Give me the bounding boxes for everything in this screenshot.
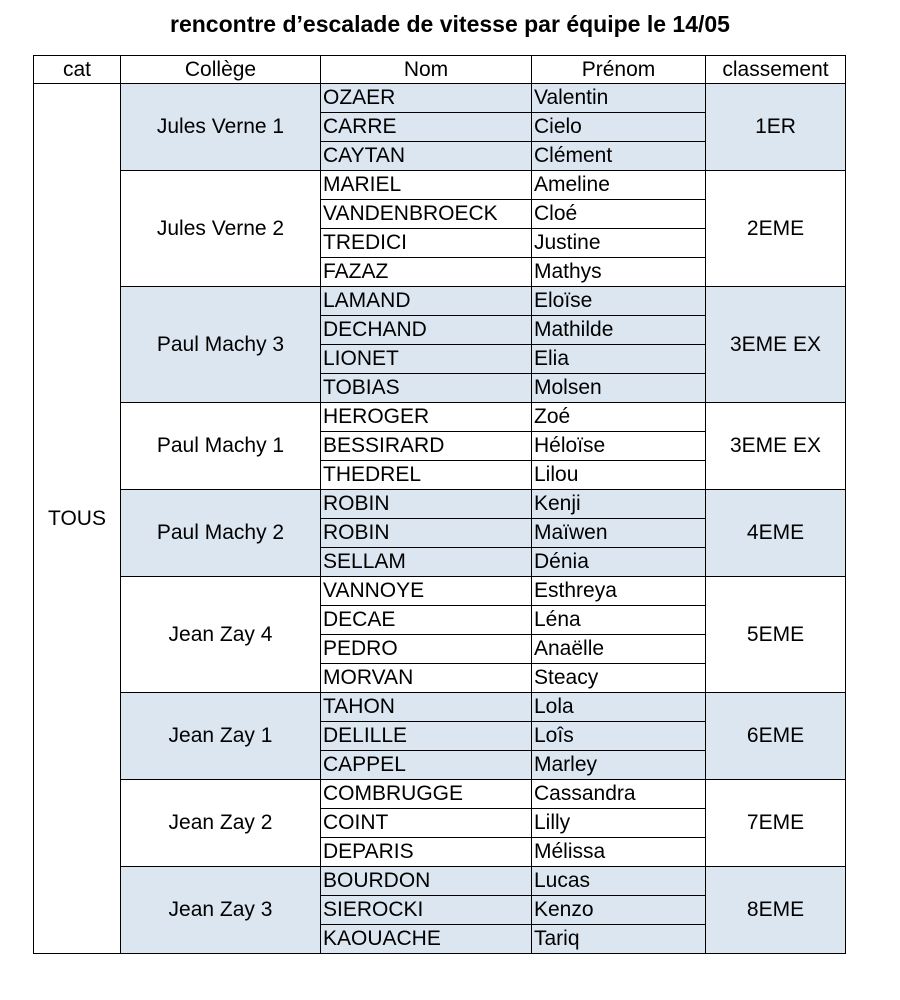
prenom-cell: Mathys <box>532 258 706 287</box>
header-classement: classement <box>706 56 846 84</box>
nom-cell: COMBRUGGE <box>321 780 532 809</box>
table-row <box>34 490 846 519</box>
prenom-cell: Zoé <box>532 403 706 432</box>
nom-cell: BOURDON <box>321 867 532 896</box>
results-body <box>34 84 846 954</box>
nom-cell: BESSIRARD <box>321 432 532 461</box>
table-row <box>34 867 846 896</box>
college-cell: Paul Machy 3 <box>121 287 321 403</box>
nom-cell: TREDICI <box>321 229 532 258</box>
college-cell: Paul Machy 1 <box>121 403 321 490</box>
nom-cell: THEDREL <box>321 461 532 490</box>
college-cell: Paul Machy 2 <box>121 490 321 577</box>
nom-cell: CAYTAN <box>321 142 532 171</box>
classement-cell: 2EME <box>706 171 846 287</box>
header-nom: Nom <box>321 56 532 84</box>
prenom-cell: Cloé <box>532 200 706 229</box>
nom-cell: DELILLE <box>321 722 532 751</box>
prenom-cell: Kenji <box>532 490 706 519</box>
prenom-cell: Lucas <box>532 867 706 896</box>
prenom-cell: Dénia <box>532 548 706 577</box>
prenom-cell: Ameline <box>532 171 706 200</box>
table-row <box>34 577 846 606</box>
nom-cell: CAPPEL <box>321 751 532 780</box>
nom-cell: DECAE <box>321 606 532 635</box>
nom-cell: PEDRO <box>321 635 532 664</box>
prenom-cell: Elia <box>532 345 706 374</box>
header-prenom: Prénom <box>532 56 706 84</box>
prenom-cell: Cielo <box>532 113 706 142</box>
classement-cell: 5EME <box>706 577 846 693</box>
prenom-cell: Lilly <box>532 809 706 838</box>
prenom-cell: Maïwen <box>532 519 706 548</box>
classement-cell: 4EME <box>706 490 846 577</box>
prenom-cell: Héloïse <box>532 432 706 461</box>
prenom-cell: Léna <box>532 606 706 635</box>
table-row <box>34 693 846 722</box>
header-cat: cat <box>34 56 121 84</box>
college-cell: Jules Verne 1 <box>121 84 321 171</box>
nom-cell: OZAER <box>321 84 532 113</box>
prenom-cell: Mélissa <box>532 838 706 867</box>
prenom-cell: Valentin <box>532 84 706 113</box>
college-cell: Jean Zay 3 <box>121 867 321 954</box>
nom-cell: TAHON <box>321 693 532 722</box>
classement-cell: 8EME <box>706 867 846 954</box>
nom-cell: HEROGER <box>321 403 532 432</box>
nom-cell: MARIEL <box>321 171 532 200</box>
college-cell: Jules Verne 2 <box>121 171 321 287</box>
prenom-cell: Clément <box>532 142 706 171</box>
nom-cell: VANDENBROECK <box>321 200 532 229</box>
prenom-cell: Justine <box>532 229 706 258</box>
prenom-cell: Kenzo <box>532 896 706 925</box>
nom-cell: DECHAND <box>321 316 532 345</box>
category-cell: TOUS <box>34 84 121 954</box>
classement-cell: 7EME <box>706 780 846 867</box>
table-row <box>34 403 846 432</box>
prenom-cell: Esthreya <box>532 577 706 606</box>
table-row <box>34 287 846 316</box>
college-cell: Jean Zay 1 <box>121 693 321 780</box>
college-cell: Jean Zay 4 <box>121 577 321 693</box>
prenom-cell: Lilou <box>532 461 706 490</box>
classement-cell: 1ER <box>706 84 846 171</box>
classement-cell: 3EME EX <box>706 287 846 403</box>
nom-cell: MORVAN <box>321 664 532 693</box>
nom-cell: SELLAM <box>321 548 532 577</box>
classement-cell: 3EME EX <box>706 403 846 490</box>
college-cell: Jean Zay 2 <box>121 780 321 867</box>
nom-cell: DEPARIS <box>321 838 532 867</box>
prenom-cell: Steacy <box>532 664 706 693</box>
classement-cell: 6EME <box>706 693 846 780</box>
nom-cell: KAOUACHE <box>321 925 532 954</box>
table-row <box>34 780 846 809</box>
table-row <box>34 171 846 200</box>
nom-cell: VANNOYE <box>321 577 532 606</box>
results-table <box>33 55 846 954</box>
prenom-cell: Marley <box>532 751 706 780</box>
prenom-cell: Mathilde <box>532 316 706 345</box>
prenom-cell: Loîs <box>532 722 706 751</box>
prenom-cell: Lola <box>532 693 706 722</box>
nom-cell: COINT <box>321 809 532 838</box>
prenom-cell: Eloïse <box>532 287 706 316</box>
prenom-cell: Molsen <box>532 374 706 403</box>
nom-cell: FAZAZ <box>321 258 532 287</box>
prenom-cell: Anaëlle <box>532 635 706 664</box>
nom-cell: CARRE <box>321 113 532 142</box>
nom-cell: ROBIN <box>321 490 532 519</box>
prenom-cell: Tariq <box>532 925 706 954</box>
page-title: rencontre d’escalade de vitesse par équipe le 14/05 <box>170 11 730 37</box>
prenom-cell: Cassandra <box>532 780 706 809</box>
nom-cell: SIEROCKI <box>321 896 532 925</box>
nom-cell: LIONET <box>321 345 532 374</box>
nom-cell: ROBIN <box>321 519 532 548</box>
header-row <box>34 56 846 84</box>
table-row <box>34 84 846 113</box>
nom-cell: TOBIAS <box>321 374 532 403</box>
nom-cell: LAMAND <box>321 287 532 316</box>
header-college: Collège <box>121 56 321 84</box>
